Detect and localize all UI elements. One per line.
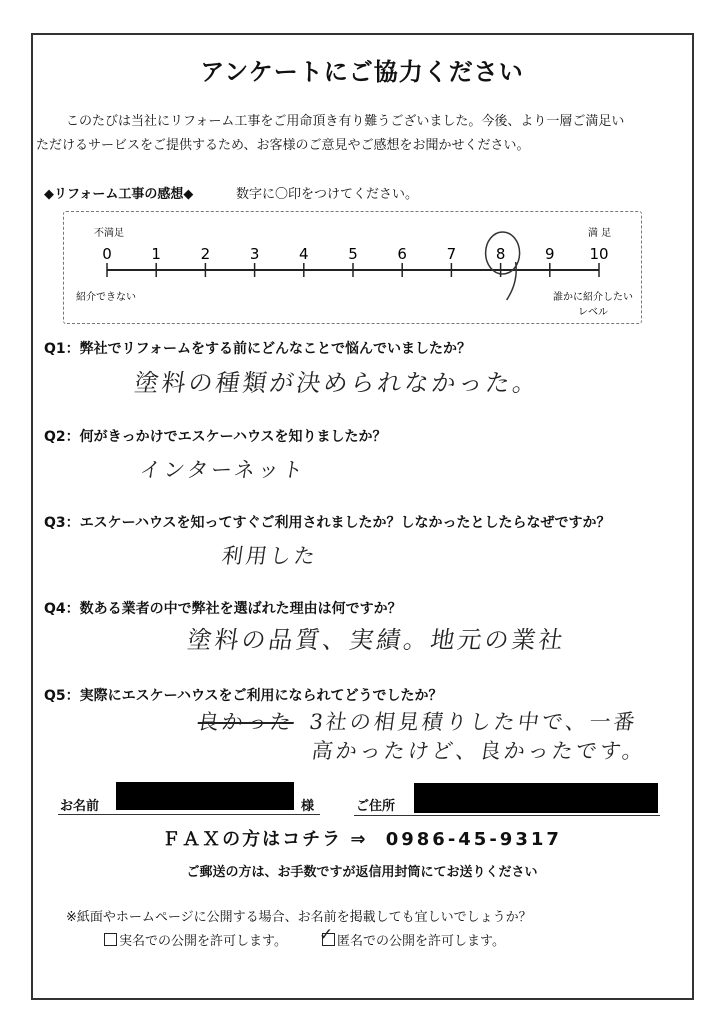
q1-text: Q1：弊社でリフォームをする前にどんなことで悩んでいましたか？ — [44, 341, 471, 357]
q1-answer: 塗料の種類が決められなかった。 — [132, 369, 542, 397]
q5-answer-line2: 高かったけど、良かったです。 — [310, 739, 648, 763]
intro-line-2: ただけるサービスをご提供するため、お客様のご意見やご感想をお聞かせください。 — [36, 138, 530, 153]
rating-instruction: 数字に〇印をつけてください。 — [236, 187, 419, 202]
consent-option-real-name[interactable] — [104, 930, 287, 949]
real-name-checkbox[interactable] — [104, 933, 117, 946]
q5-struck-word: 良かった — [196, 710, 296, 734]
scale-number-0[interactable]: 0 — [102, 245, 112, 263]
fax-line — [0, 825, 724, 851]
q2-answer: インターネット — [138, 458, 308, 482]
fax-label: ＦＡＸの方はコチラ ⇒ — [162, 829, 368, 850]
name-label: お名前 — [60, 799, 100, 814]
address-label: ご住所 — [356, 799, 396, 814]
scale-right-bottom-2: レベル — [578, 307, 608, 318]
intro-line-1: このたびは当社にリフォーム工事をご用命頂き有り難うございました。今後、より一層ご満足い — [66, 114, 625, 129]
name-underline — [58, 814, 320, 815]
scale-marks — [102, 232, 608, 300]
fax-number: 0986-45-9317 — [385, 829, 562, 850]
scale-right-top: 満 足 — [588, 228, 612, 239]
sama-label: 様 — [301, 799, 315, 814]
scale-number-8[interactable]: 8 — [495, 245, 506, 263]
rating-scale — [0, 0, 724, 340]
scale-number-7[interactable]: 7 — [446, 245, 457, 263]
scale-number-9[interactable]: 9 — [545, 245, 555, 263]
anonymous-checkbox[interactable] — [322, 933, 335, 946]
q3-answer: 利用した — [220, 544, 320, 568]
page-title: アンケートにご協力ください — [200, 58, 524, 86]
scale-number-5[interactable]: 5 — [348, 245, 358, 263]
q5-answer-text: 3社の相見積りした中で、一番 — [307, 710, 640, 734]
q5-text: Q5：実際にエスケーハウスをご利用になられてどうでしたか？ — [44, 688, 443, 704]
scale-number-1[interactable]: 1 — [151, 245, 161, 263]
q2-text: Q2：何がきっかけでエスケーハウスを知りましたか？ — [44, 429, 387, 445]
scale-number-4[interactable]: 4 — [299, 245, 309, 263]
rating-heading: ◆リフォーム工事の感想◆ — [44, 187, 194, 202]
q4-text: Q4：数ある業者の中で弊社を選ばれた理由は何ですか？ — [44, 601, 402, 617]
scale-left-top: 不満足 — [94, 228, 124, 239]
consent-question: ※紙面やホームページに公開する場合、お名前を掲載しても宜しいでしょうか？ — [66, 910, 532, 925]
q5-answer-line1 — [196, 706, 640, 736]
scale-number-2[interactable]: 2 — [200, 245, 211, 263]
scale-number-10[interactable]: 10 — [589, 245, 609, 263]
address-redaction — [414, 783, 658, 813]
mail-note: ご郵送の方は、お手数ですが返信用封筒にてお送りください — [186, 865, 538, 880]
name-redaction — [116, 782, 294, 810]
scale-number-6[interactable]: 6 — [397, 245, 407, 263]
scale-number-3[interactable]: 3 — [249, 245, 260, 263]
consent-option-anonymous[interactable] — [322, 930, 505, 949]
scale-right-bottom-1: 誰かに紹介したい — [553, 292, 633, 303]
q3-text: Q3：エスケーハウスを知ってすぐご利用されましたか？しなかったとしたらなぜですか？ — [44, 515, 611, 531]
real-name-label: 実名での公開を許可します。 — [119, 934, 287, 949]
address-underline — [354, 815, 660, 816]
anonymous-label: 匿名での公開を許可します。 — [337, 934, 505, 949]
q4-answer: 塗料の品質、実績。地元の業社 — [185, 626, 568, 654]
scale-left-bottom: 紹介できない — [76, 292, 136, 303]
